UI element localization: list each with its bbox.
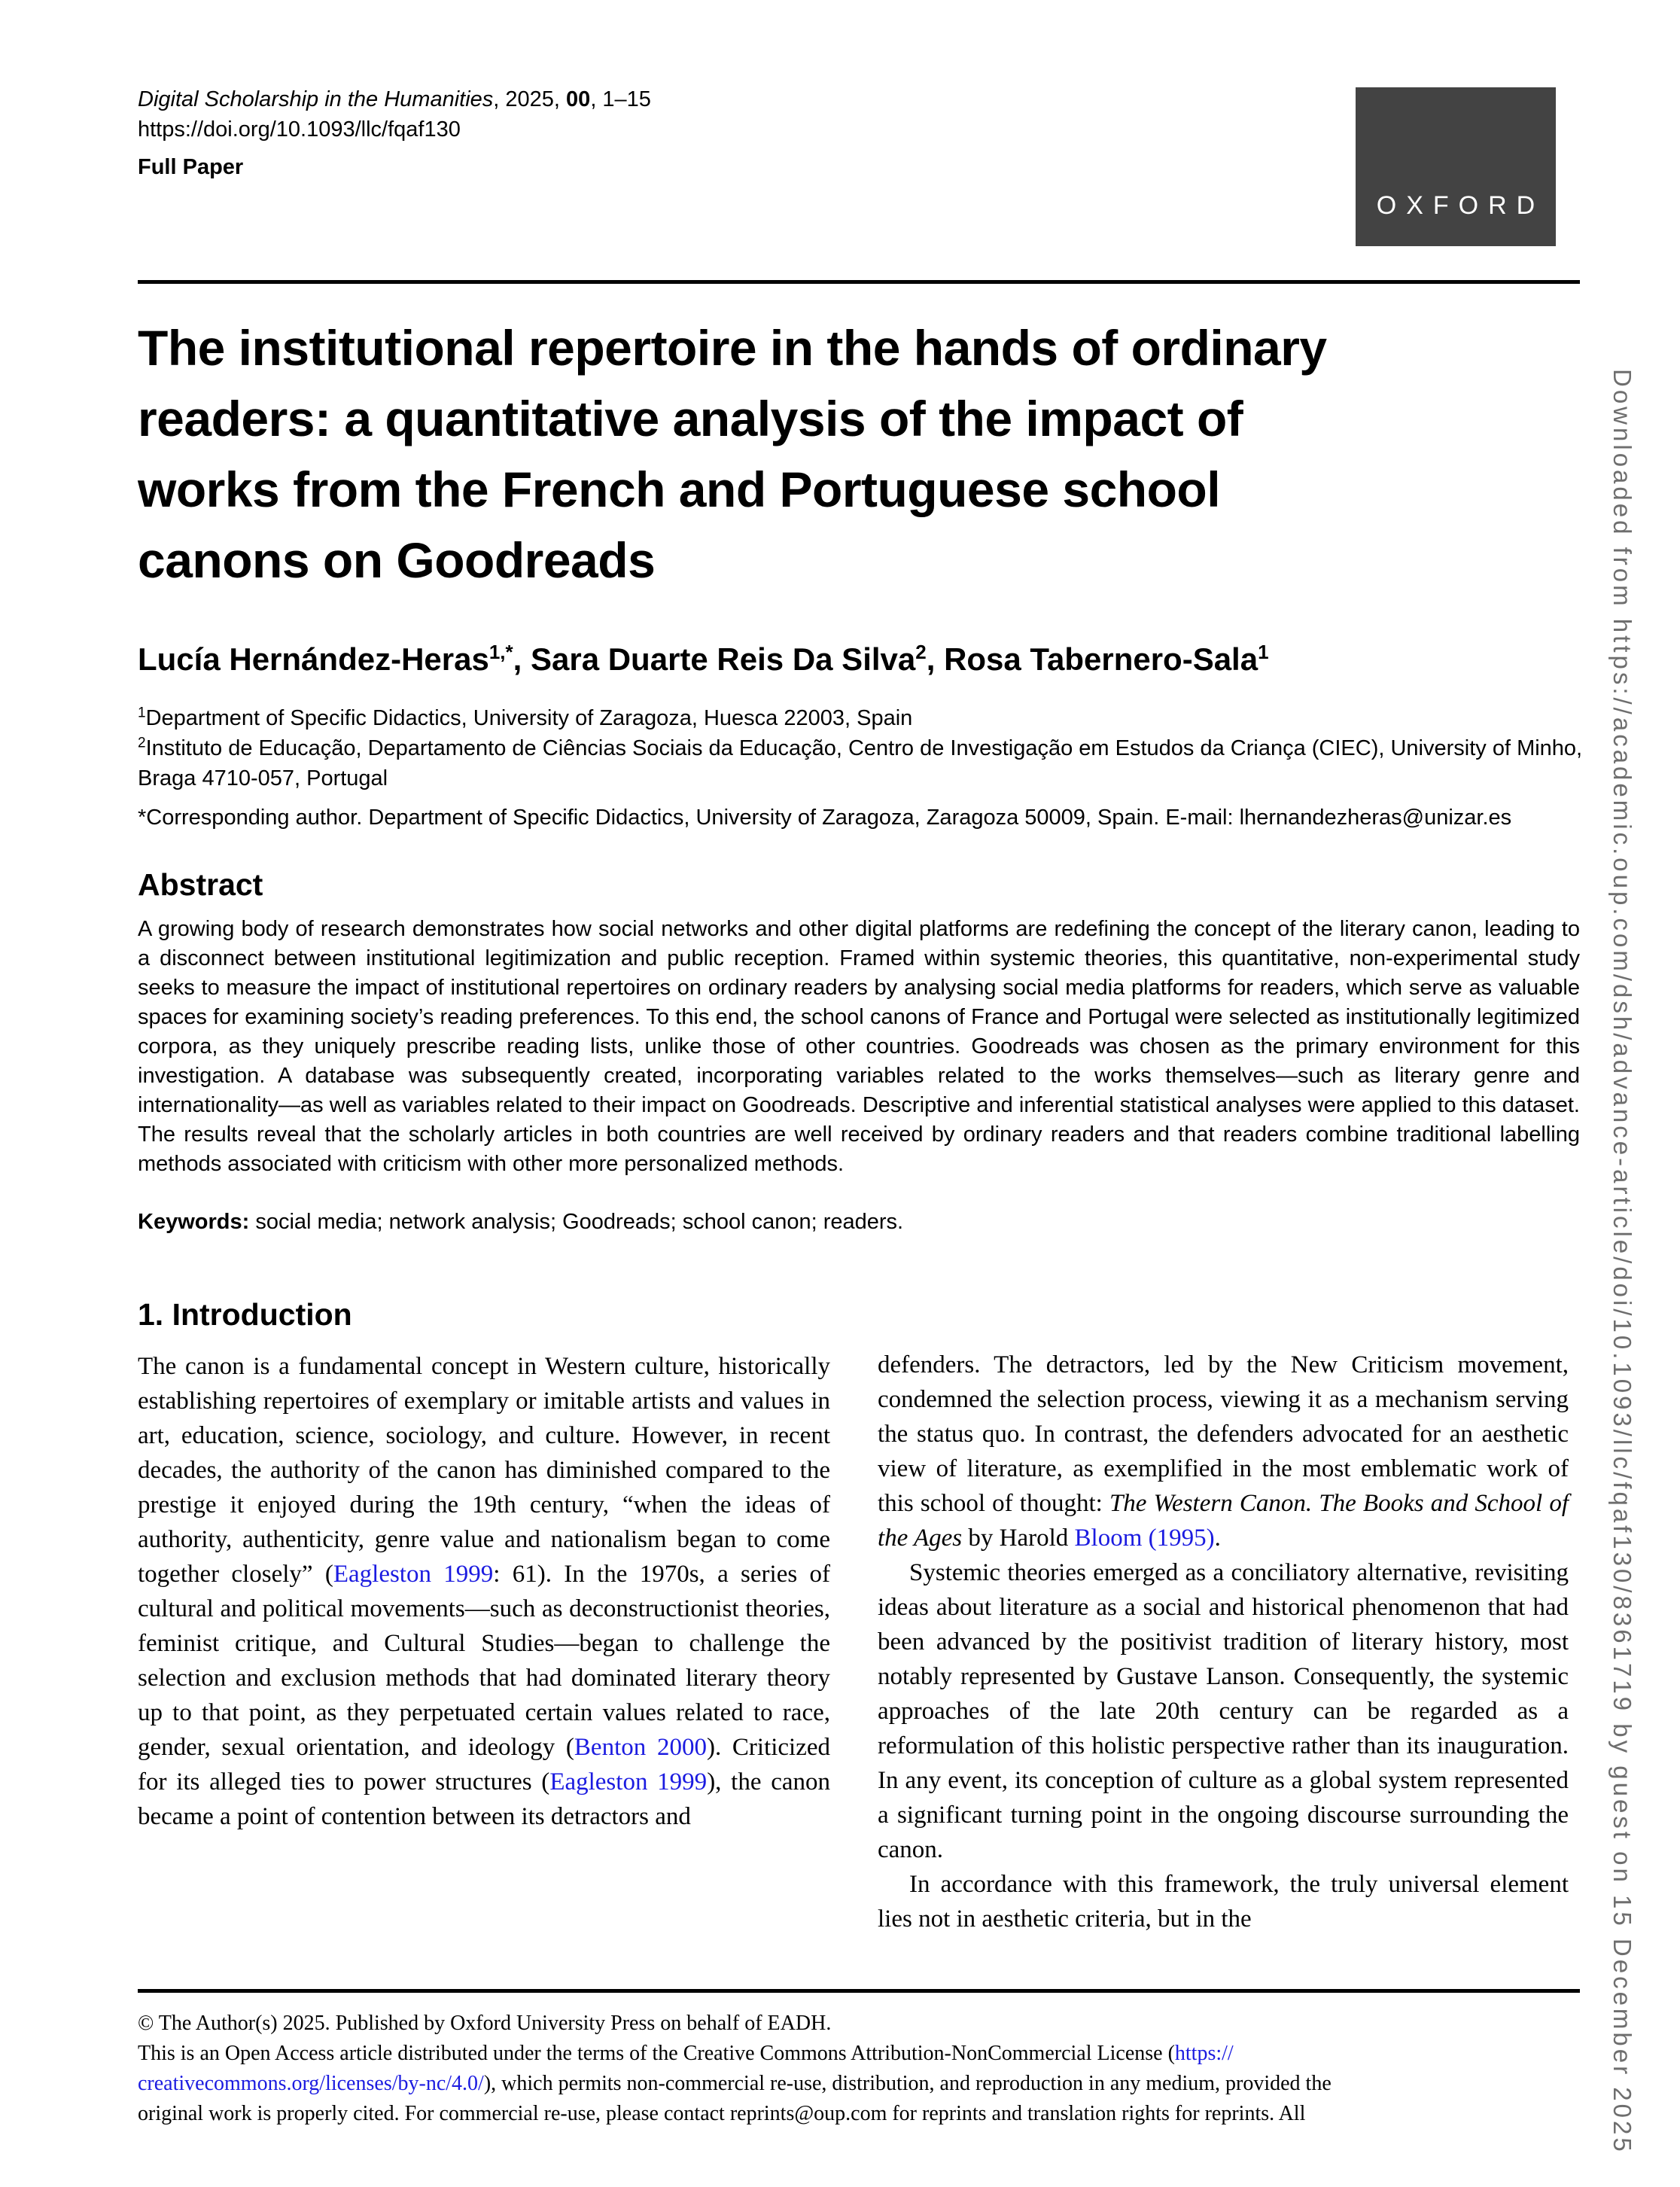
body-paragraph [878, 1555, 1569, 1867]
text-segment: This is an Open Access article distributed under the terms of the Creative Commons Attribution-NonCommercial License ( [138, 2042, 1175, 2065]
text-segment: © The Author(s) 2025. Published by Oxford University Press on behalf of EADH. [138, 2012, 832, 2035]
footer-license [138, 2009, 1590, 2129]
footer-line [138, 2069, 1590, 2099]
text-segment: ), which permits non-commercial re-use, distribution, and reproduction in any medium, provided the [483, 2072, 1332, 2095]
text-segment: ). Criticized for its alleged ties to power structures ( [138, 1734, 831, 1796]
author-name: Rosa Tabernero-Sala [944, 641, 1258, 677]
body-paragraph [878, 1348, 1569, 1555]
footer-line [138, 2039, 1590, 2069]
corresponding-text: Corresponding author. Department of Specific Didactics, University of Zaragoza, Zaragoza 50009, Spain. E-mail: lhernandezheras@unizar.es [146, 806, 1512, 830]
affiliation [138, 703, 1583, 733]
author-name: Sara Duarte Reis Da Silva [530, 641, 916, 677]
citation-link[interactable]: creativecommons.org/licenses/by-nc/4.0/ [138, 2072, 484, 2095]
abstract-heading: Abstract [138, 867, 263, 902]
keywords-label: Keywords: [138, 1210, 250, 1234]
journal-name: Digital Scholarship in the Humanities [138, 87, 494, 111]
oxford-logo [1356, 87, 1556, 246]
doi-link[interactable]: https://doi.org/10.1093/llc/fqaf130 [138, 117, 461, 142]
text-segment: : 61). In the 1970s, a series of cultural and political movements—such as deconstructionist theories, feminist critique, and Cultural Studies—began to challenge the selection and exclusion methods that had dominated literary theory up to that point, as they perpetuated certain values related to race, gender, sexual orientation, and ideology ( [138, 1561, 830, 1761]
column-left [138, 1296, 830, 1834]
text-segment: ), the canon became a point of contention between its detractors and [138, 1768, 830, 1830]
keywords-line [138, 1208, 1580, 1237]
introduction-left-text [138, 1349, 830, 1834]
bottom-rule [138, 1989, 1580, 1993]
body-paragraph [138, 1349, 830, 1834]
citation-link[interactable]: Eagleston 1999 [333, 1561, 494, 1588]
text-segment: defenders. The detractors, led by the New Criticism movement, condemned the selection process, viewing it as a mechanism serving the status quo. In contrast, the defenders advocated for an aesthetic view of literature, as exemplified in the most emblematic work of this school of thought: [878, 1351, 1569, 1517]
citation-link[interactable]: Bloom (1995) [1074, 1525, 1215, 1552]
text-segment: The canon is a fundamental concept in Western culture, historically establishing repertoires of exemplary or imitable artists and values in art, education, science, sociology, and culture. However, in recent decades, the authority of the canon has diminished compared to the prestige it enjoyed during the 19th century, “when the ideas of authority, authenticity, genre value and nationalism began to come together closely” ( [138, 1353, 830, 1588]
text-segment: by Harold [962, 1525, 1075, 1552]
journal-pages: , 1–15 [590, 87, 651, 111]
footer-line [138, 2099, 1590, 2129]
download-watermark: Downloaded from https://academic.oup.com/dsh/advance-article/doi/10.1093/llc/fqaf130/8361719 by guest on 15 December 2025 [1608, 369, 1636, 2155]
title-line: works from the French and Portuguese school [138, 461, 1221, 517]
citation-link[interactable]: Eagleston 1999 [549, 1768, 708, 1796]
affiliation [138, 733, 1583, 793]
author-superscript: 1,* [488, 641, 513, 663]
title-line: canons on Goodreads [138, 532, 656, 588]
journal-citation [138, 84, 651, 114]
author-superscript: 2 [915, 641, 927, 663]
journal-volume: 00 [566, 87, 591, 111]
introduction-right-text [878, 1348, 1569, 1936]
affiliation-marker: 1 [138, 705, 146, 721]
author [531, 641, 944, 677]
author-name: Lucía Hernández-Heras [138, 641, 489, 677]
author [138, 641, 531, 677]
journal-header [138, 84, 651, 182]
text-segment: original work is properly cited. For commercial re-use, please contact reprints@oup.com for reprints and translation rights for reprints. All [138, 2102, 1306, 2125]
italic-text: The Western Canon. The Books and School of the Ages [878, 1490, 1569, 1552]
text-segment: Systemic theories emerged as a conciliatory alternative, revisiting ideas about literature as a social and historical phenomenon that had been advanced by the positivist tradition of literary history, most notably represented by Gustave Lanson. Consequently, the systemic approaches of the late 20th century can be regarded as a reformulation of this holistic perspective rather than its inauguration. In any event, its conception of culture as a global system represented a significant turning point in the ongoing discourse surrounding the canon. [878, 1559, 1569, 1863]
author-separator: , [926, 641, 945, 677]
keywords-text: social media; network analysis; Goodreads; school canon; readers. [249, 1210, 904, 1234]
article-type-label: Full Paper [138, 155, 244, 179]
title-line: The institutional repertoire in the hands of ordinary [138, 320, 1327, 376]
column-right [878, 1348, 1569, 1936]
citation-link[interactable]: https:// [1174, 2042, 1234, 2065]
citation-link[interactable]: Benton 2000 [574, 1734, 707, 1761]
author-superscript: 1 [1258, 641, 1269, 663]
text-segment: . [1214, 1525, 1221, 1552]
oxford-logo-text: OXFORD [1376, 191, 1545, 220]
abstract-text: A growing body of research demonstrates how social networks and other digital platforms are redefining the concept of the literary canon, leading to a disconnect between institutional legitimization and public reception. Framed within systemic theories, this quantitative, non-experimental study seeks to measure the impact of institutional repertoires on ordinary readers by analysing social media platforms for readers, which serve as valuable spaces for examining society’s reading preferences. To this end, the school canons of France and Portugal were selected as institutionally legitimized corpora, as they uniquely prescribe reading lists, unlike those of other countries. Goodreads was chosen as the primary environment for this investigation. A database was subsequently created, incorporating variables related to the works themselves—such as literary genre and internationality—as well as variables related to their impact on Goodreads. Descriptive and inferential statistical analyses were applied to this dataset. The results reveal that the scholarly articles in both countries are well received by ordinary readers and that readers combine traditional labelling methods associated with criticism with other more personalized methods. [138, 917, 1580, 1176]
affiliation-text: Instituto de Educação, Departamento de Ciências Sociais da Educação, Centro de Investigação em Estudos da Criança (CIEC), University of Minho, Braga 4710-057, Portugal [138, 736, 1583, 790]
title-line: readers: a quantitative analysis of the impact of [138, 391, 1243, 446]
authors-line [138, 641, 1269, 678]
text-segment: In accordance with this framework, the truly universal element lies not in aesthetic criteria, but in the [878, 1871, 1569, 1933]
affiliation-marker: 2 [138, 735, 146, 751]
article-title [138, 312, 1613, 595]
author-separator: , [513, 641, 531, 677]
affiliations [138, 703, 1583, 833]
top-rule [138, 280, 1580, 284]
affiliation-text: Department of Specific Didactics, University of Zaragoza, Huesca 22003, Spain [145, 706, 913, 730]
body-paragraph [878, 1867, 1569, 1936]
author [944, 641, 1269, 677]
journal-meta: , 2025, [493, 87, 567, 111]
corresponding-note [138, 803, 1583, 833]
footer-line [138, 2009, 1590, 2039]
section-heading-introduction: 1. Introduction [138, 1297, 352, 1332]
corresponding-marker: * [138, 806, 147, 830]
